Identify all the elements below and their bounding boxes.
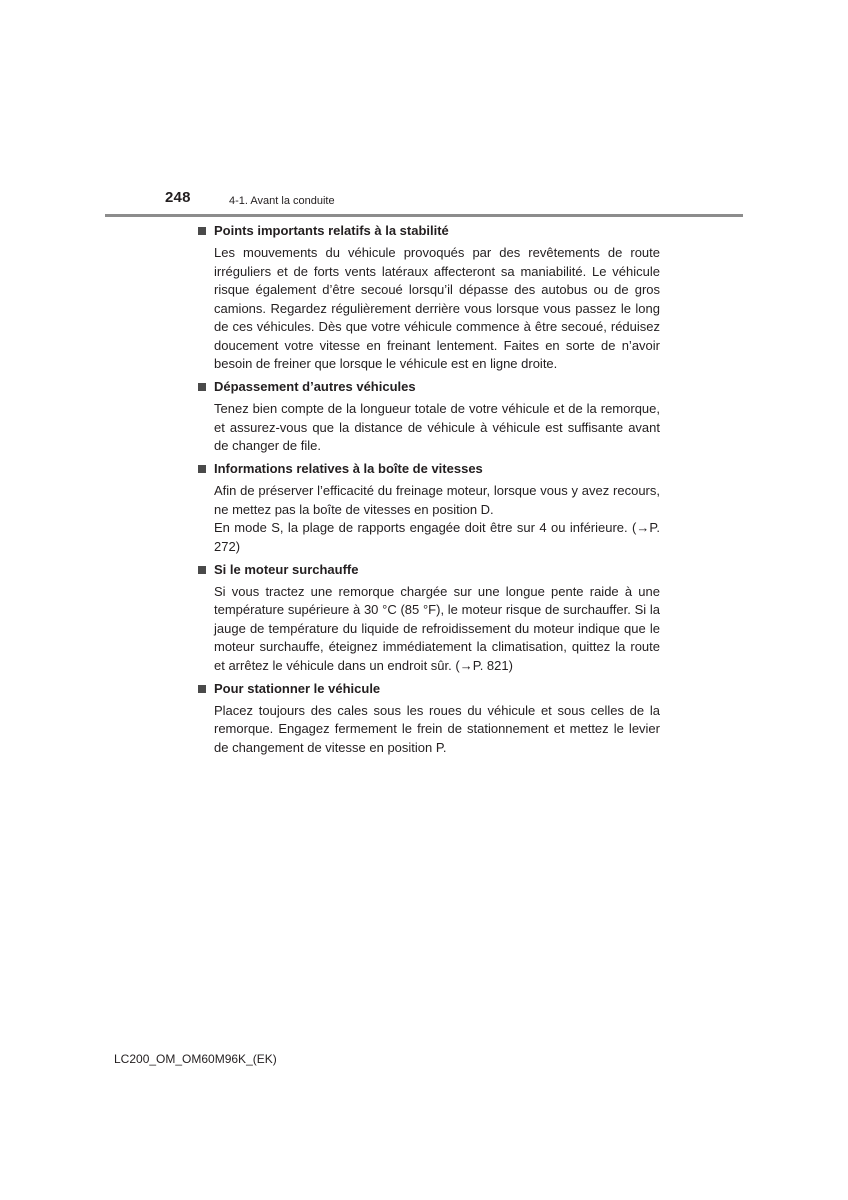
- square-bullet-icon: [198, 227, 206, 235]
- section-title: 4-1. Avant la conduite: [229, 195, 335, 207]
- main-content: [196, 222, 660, 762]
- square-bullet-icon: [198, 383, 206, 391]
- section-heading: [196, 561, 660, 580]
- square-bullet-icon: [198, 465, 206, 473]
- section-heading: [196, 680, 660, 699]
- section-paragraph: Si vous tractez une remorque chargée sur une longue pente raide à une température supérieure à 30 °C (85 °F), le moteur risque de surchauffer. Si la jauge de température du liquide de refroidissement du moteur indique que le moteur surchauffe, éteignez immédiatement la climatisation, quittez la route et arrêtez le véhicule dans un endroit sûr. (→P. 821): [214, 583, 660, 673]
- section-paragraph: Afin de préserver l’efficacité du freinage moteur, lorsque vous y avez recours, ne mettez pas la boîte de vitesses en position D.: [214, 483, 660, 517]
- section-heading-text: Pour stationner le véhicule: [214, 680, 381, 696]
- square-bullet-icon: [198, 566, 206, 574]
- section-heading: [196, 460, 660, 479]
- document-code: LC200_OM_OM60M96K_(EK): [114, 1052, 277, 1066]
- section-transmission: [196, 460, 660, 556]
- section-paragraph: Tenez bien compte de la longueur totale de votre véhicule et de la remorque, et assurez-vous que la distance de véhicule à véhicule est suffisante avant de changer de file.: [214, 401, 660, 453]
- section-paragraph: Les mouvements du véhicule provoqués par des revêtements de route irréguliers et de forts vents latéraux affecteront sa maniabilité. Le véhicule risque également d’être secoué lorsqu’il dépasse des autobus ou de gros camions. Regardez régulièrement derrière vous lorsque vous passez le long de ces véhicules. Dès que votre véhicule commence à être secoué, réduisez doucement votre vitesse en freinant lentement. Faites en sorte de n’avoir besoin de freiner que lorsque le véhicule est en ligne droite.: [214, 245, 660, 371]
- page-header: [0, 0, 848, 220]
- section-heading-text: Informations relatives à la boîte de vitesses: [214, 461, 483, 476]
- section-heading-text: Points importants relatifs à la stabilité: [214, 223, 449, 238]
- square-bullet-icon: [198, 685, 206, 693]
- section-heading-text: Si le moteur surchauffe: [214, 561, 359, 577]
- section-paragraph: En mode S, la plage de rapports engagée doit être sur 4 ou inférieure. (→P. 272): [214, 520, 660, 554]
- section-parking: [196, 680, 660, 758]
- section-heading: [196, 378, 660, 397]
- section-overtaking: [196, 378, 660, 456]
- section-stability: [196, 222, 660, 374]
- section-heading-text: Dépassement d’autres véhicules: [214, 379, 416, 394]
- section-overheating: [196, 561, 660, 676]
- header-rule: [105, 214, 743, 217]
- page-number: 248: [165, 189, 191, 206]
- section-heading: [196, 222, 660, 241]
- section-paragraph: Placez toujours des cales sous les roues du véhicule et sous celles de la remorque. Engagez fermement le frein de stationnement et mettez le levier de changement de vitesse en position P.: [214, 702, 660, 755]
